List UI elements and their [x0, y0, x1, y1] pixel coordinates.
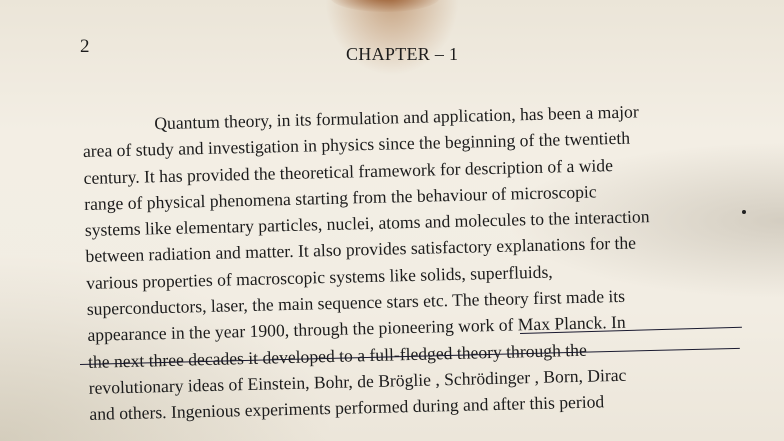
paragraph-line: superconductors, laser, the main sequence stars etc. The theory first made its	[86, 285, 626, 320]
paragraph-line: Quantum theory, in its formulation and application, has been a major	[154, 101, 639, 134]
paragraph-line: various properties of macroscopic systems like solids, superfluids,	[85, 261, 553, 293]
ink-dot-mark	[742, 210, 746, 214]
body-paragraph	[82, 96, 750, 428]
paragraph-line: range of physical phenomena starting from the behaviour of microscopic	[84, 181, 597, 214]
paragraph-line: area of study and investigation in physics since the beginning of the twentieth	[82, 127, 631, 162]
page-number: 2	[80, 36, 90, 57]
paragraph-line: century. It has provided the theoretical framework for description of a wide	[83, 154, 614, 188]
paragraph-line: and others. Ingenious experiments performed during and after this period	[89, 391, 605, 425]
paper-stain	[330, 0, 440, 12]
paragraph-line: between radiation and matter. It also provides satisfactory explanations for the	[85, 232, 637, 267]
paragraph-line: systems like elementary particles, nuclei, atoms and molecules to the interaction	[84, 206, 650, 241]
chapter-heading: CHAPTER – 1	[346, 44, 459, 64]
paragraph-line: appearance in the year 1900, through the pioneering work of Max Planck. In	[87, 312, 626, 346]
paragraph-line: revolutionary ideas of Einstein, Bohr, de Bröglie , Schrödinger , Born, Dirac	[88, 364, 627, 398]
paragraph-line: the next three decades it developed to a full-fledged theory through the	[87, 339, 587, 372]
